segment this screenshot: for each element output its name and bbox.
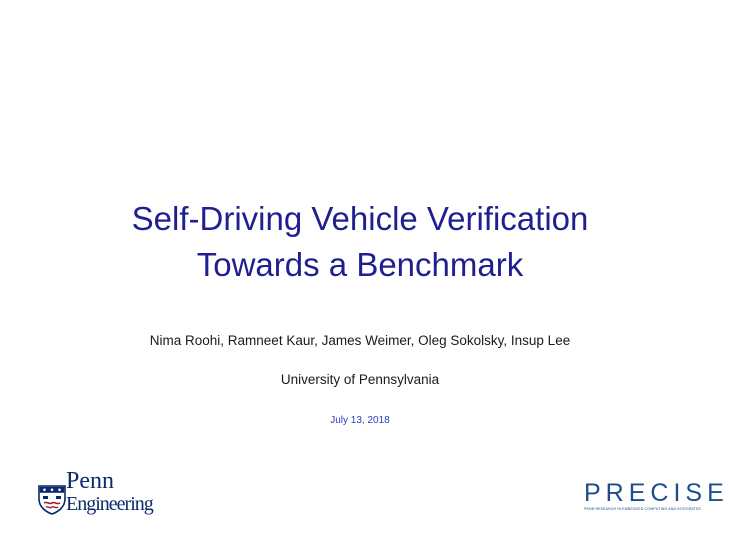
precise-logo-tagline: PENN RESEARCH IN EMBEDDED COMPUTING AND INTEGRATED [584, 507, 702, 511]
precise-logo-word: PRECISE [584, 479, 729, 507]
affiliation: University of Pennsylvania [280, 372, 440, 387]
precise-logo [582, 479, 729, 516]
slide-title [0, 196, 720, 288]
engineering-logo-word: Engineering [66, 493, 153, 515]
title-line-1: Self-Driving Vehicle Verification [131, 200, 589, 237]
penn-engineering-logo [38, 468, 153, 520]
penn-logo-word: Penn [66, 468, 114, 494]
presentation-date: July 13, 2018 [330, 415, 390, 426]
penn-shield-icon [38, 485, 66, 515]
author-list: Nima Roohi, Ramneet Kaur, James Weimer, Oleg Sokolsky, Insup Lee [149, 333, 571, 348]
title-line-2: Towards a Benchmark [196, 246, 524, 283]
